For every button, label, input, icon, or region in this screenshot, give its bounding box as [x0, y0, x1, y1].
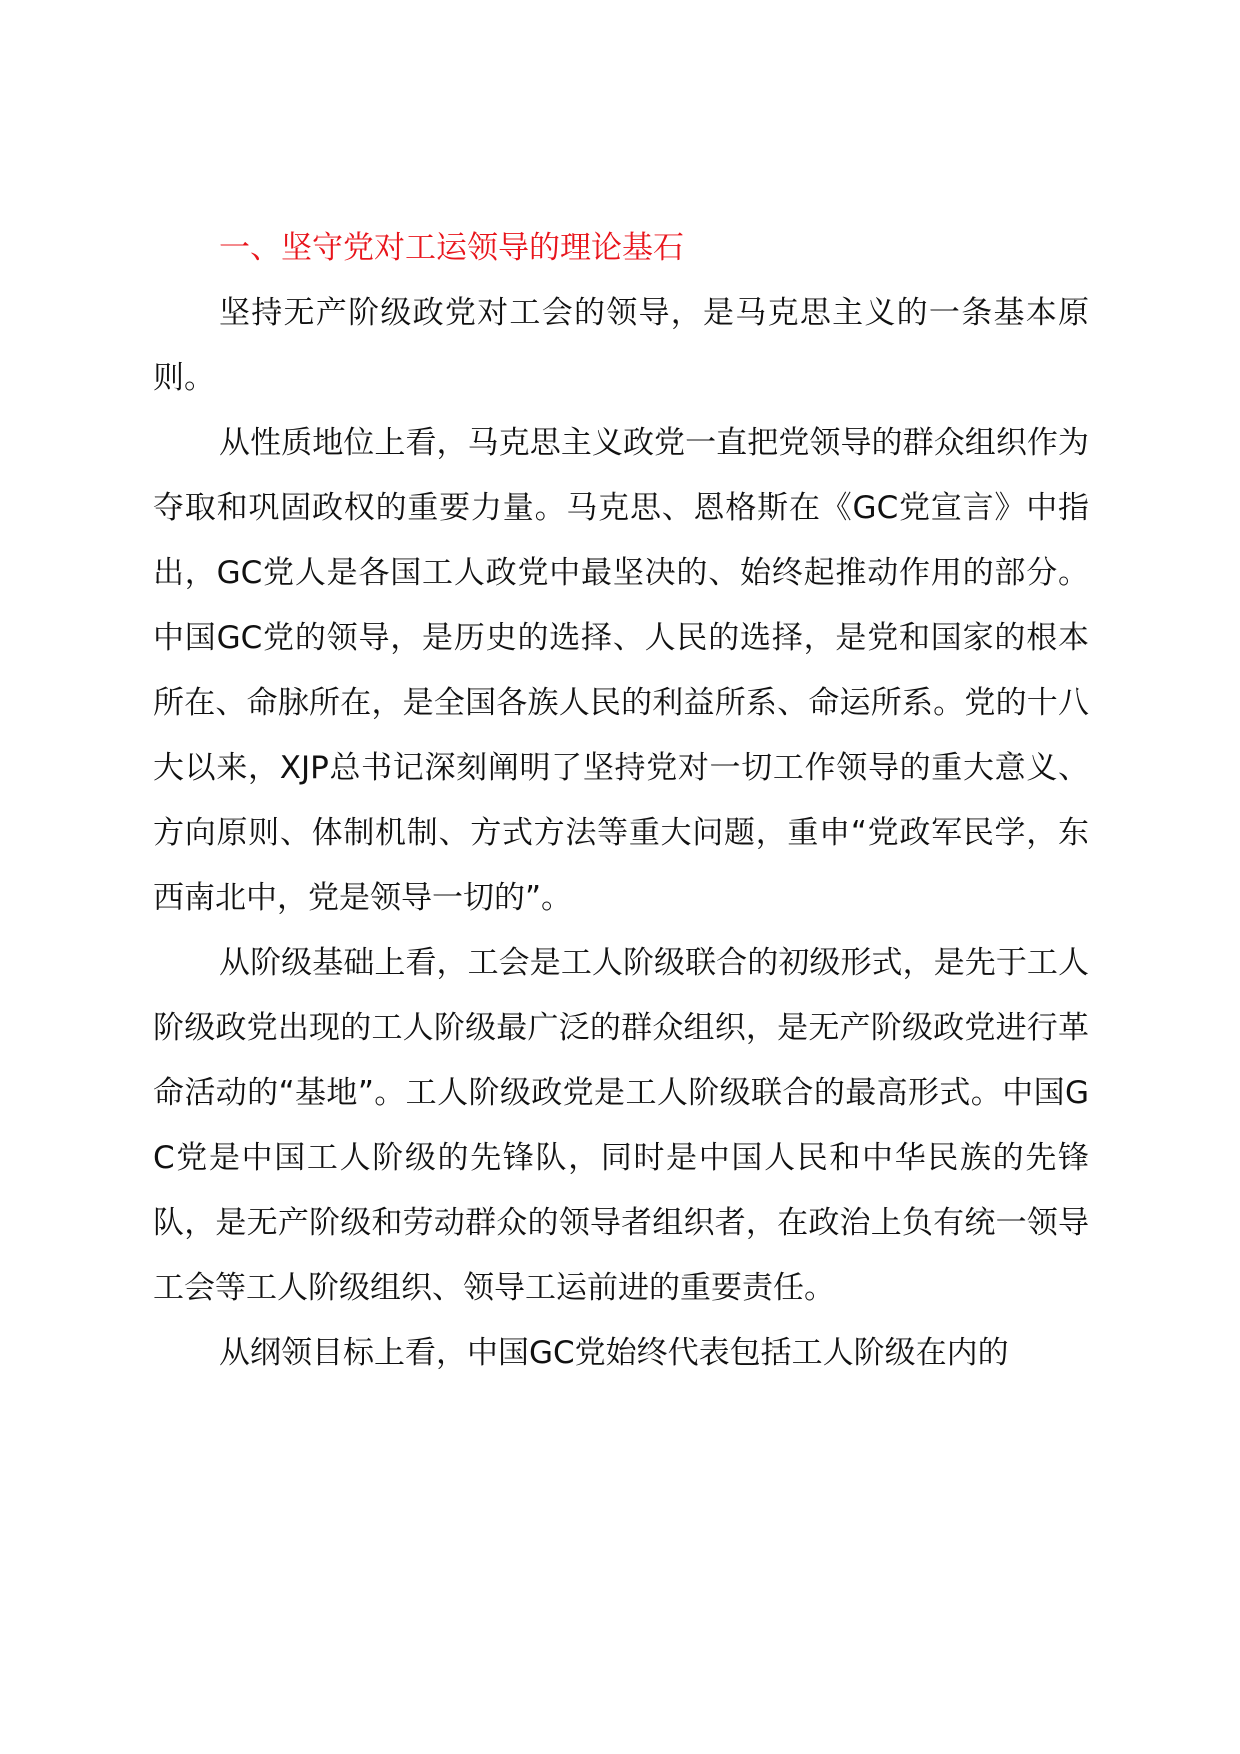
- section-heading: 一、坚守党对工运领导的理论基石: [219, 230, 684, 266]
- paragraph-program-goal: 从纲领目标上看，中国GC党始终代表包括工人阶级在内的: [219, 1335, 1009, 1371]
- paragraph-nature-status: 从性质地位上看，马克思主义政党一直把党领导的群众组织作为夺取和巩固政权的重要力量。马克思、恩格斯在《GC党宣言》中指出，GC党人是各国工人政党中最坚决的、始终起推动作用的部分。中国GC党的领导，是历史的选择、人民的选择，是党和国家的根本所在、命脉所在，是全国各族人民的利益所系、命运所系。党的十八大以来，XJP总书记深刻阐明了坚持党对一切工作领导的重大意义、方向原则、体制机制、方式方法等重大问题，重申“党政军民学，东西南北中，党是领导一切的”。: [153, 425, 1089, 916]
- paragraph-principle: 坚持无产阶级政党对工会的领导，是马克思主义的一条基本原则。: [153, 295, 1089, 396]
- paragraph-class-basis: 从阶级基础上看，工会是工人阶级联合的初级形式，是先于工人阶级政党出现的工人阶级最广泛的群众组织，是无产阶级政党进行革命活动的“基地”。工人阶级政党是工人阶级联合的最高形式。中国GC党是中国工人阶级的先锋队，同时是中国人民和中华民族的先锋队，是无产阶级和劳动群众的领导者组织者，在政治上负有统一领导工会等工人阶级组织、领导工运前进的重要责任。: [153, 945, 1089, 1306]
- document-body: [153, 216, 1089, 1386]
